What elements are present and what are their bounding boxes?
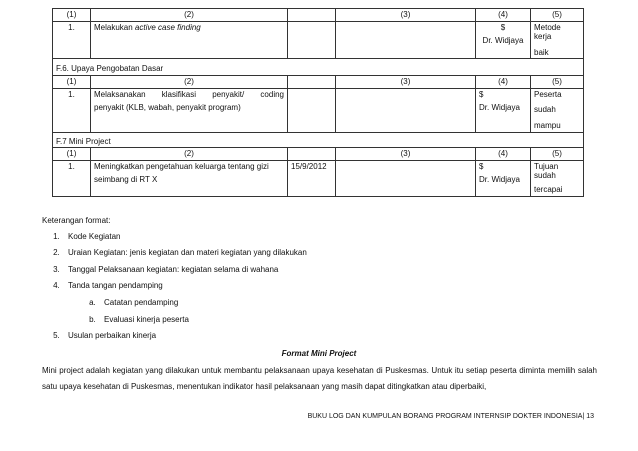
format-notes: [42, 216, 602, 348]
section-title-f6: F.6. Upaya Pengobatan Dasar: [53, 59, 584, 76]
format-notes-title: Keterangan format:: [42, 216, 111, 225]
row-notes: [336, 88, 476, 132]
section-title-f7: F.7 Mini Project: [53, 132, 584, 148]
row-signature: [476, 160, 531, 196]
header-col-1: (1): [53, 148, 91, 161]
table-header-row: [53, 75, 584, 88]
header-col-3: (3): [336, 9, 476, 22]
italic-term: active case finding: [134, 22, 201, 32]
header-col-2: (2): [91, 9, 288, 22]
row-signature: [476, 88, 531, 132]
section-title-row-f6: [53, 59, 584, 76]
row-notes: [336, 160, 476, 196]
header-col-2: (2): [91, 148, 288, 161]
row-signature: [476, 21, 531, 59]
row-number: 1.: [53, 160, 91, 196]
header-col-date: [288, 75, 336, 88]
row-description: Melaksanakan klasifikasi penyakit/ coding penyakit (KLB, wabah, penyakit program): [91, 88, 288, 132]
format-notes-list: [42, 232, 602, 341]
row-notes: [336, 21, 476, 59]
mini-project-paragraph: Mini project adalah kegiatan yang dilakukan untuk membantu pelaksanaan upaya kesehatan di Puskesmas. Untuk itu setiap peserta diminta memilih salah satu upaya kesehatan di Puskesmas, menentukan indikator hasil pelaksanaan yang masih dapat ditingkatkan atau diperbaiki,: [42, 366, 597, 391]
header-col-4: (4): [476, 148, 531, 161]
list-item: 2. Uraian Kegiatan: jenis kegiatan dan materi kegiatan yang dilakukan: [62, 248, 602, 258]
table-header-row: [53, 148, 584, 161]
row-number: 1.: [53, 21, 91, 59]
row-description: Melakukan active case finding: [91, 21, 288, 59]
row-date: 15/9/2012: [288, 160, 336, 196]
signature-name: Dr. Widjaya: [482, 36, 524, 46]
header-col-1: (1): [53, 75, 91, 88]
page-footer: BUKU LOG DAN KUMPULAN BORANG PROGRAM INTERNSIP DOKTER INDONESIA| 13: [307, 413, 594, 420]
header-col-3: (3): [336, 75, 476, 88]
list-item: 1. Kode Kegiatan: [62, 232, 602, 242]
signature-symbol: $: [479, 89, 484, 99]
row-remark: Peserta sudah mampu: [531, 88, 584, 132]
sub-list-item: a. Catatan pendamping: [98, 298, 602, 308]
row-date: [288, 21, 336, 59]
row-remark: Tujuan sudah tercapai: [531, 160, 584, 196]
list-item: 3. Tanggal Pelaksanaan kegiatan: kegiatan selama di wahana: [62, 265, 602, 275]
table-row-f7: [53, 160, 584, 196]
table-row-f6: [53, 88, 584, 132]
row-number: 1.: [53, 88, 91, 132]
header-col-5: (5): [531, 148, 584, 161]
row-remark: Metode kerja baik: [531, 21, 584, 59]
sub-list-item: b. Evaluasi kinerja peserta: [98, 315, 602, 325]
row-date: [288, 88, 336, 132]
activity-log-table: [52, 8, 584, 197]
header-col-1: (1): [53, 9, 91, 22]
signature-symbol: $: [500, 22, 506, 32]
header-col-2: (2): [91, 75, 288, 88]
header-col-5: (5): [531, 75, 584, 88]
signature-name: Dr. Widjaya: [479, 175, 520, 185]
signature-name: Dr. Widjaya: [479, 103, 520, 113]
table-row-f5: [53, 21, 584, 59]
list-item: 4. Tanda tangan pendamping a. Catatan pendamping b. Evaluasi kinerja peserta: [62, 281, 602, 324]
row-description: Meningkatkan pengetahuan keluarga tentang gizi seimbang di RT X: [91, 160, 288, 196]
table-header-row: [53, 9, 584, 22]
header-col-3: (3): [336, 148, 476, 161]
header-col-date: [288, 148, 336, 161]
section-title-row-f7: [53, 132, 584, 148]
header-col-date: [288, 9, 336, 22]
list-item: 5. Usulan perbaikan kinerja: [62, 331, 602, 341]
header-col-5: (5): [531, 9, 584, 22]
signature-symbol: $: [479, 161, 484, 171]
sub-list: [68, 298, 602, 324]
mini-project-heading: Format Mini Project: [281, 349, 357, 358]
header-col-4: (4): [476, 9, 531, 22]
header-col-4: (4): [476, 75, 531, 88]
